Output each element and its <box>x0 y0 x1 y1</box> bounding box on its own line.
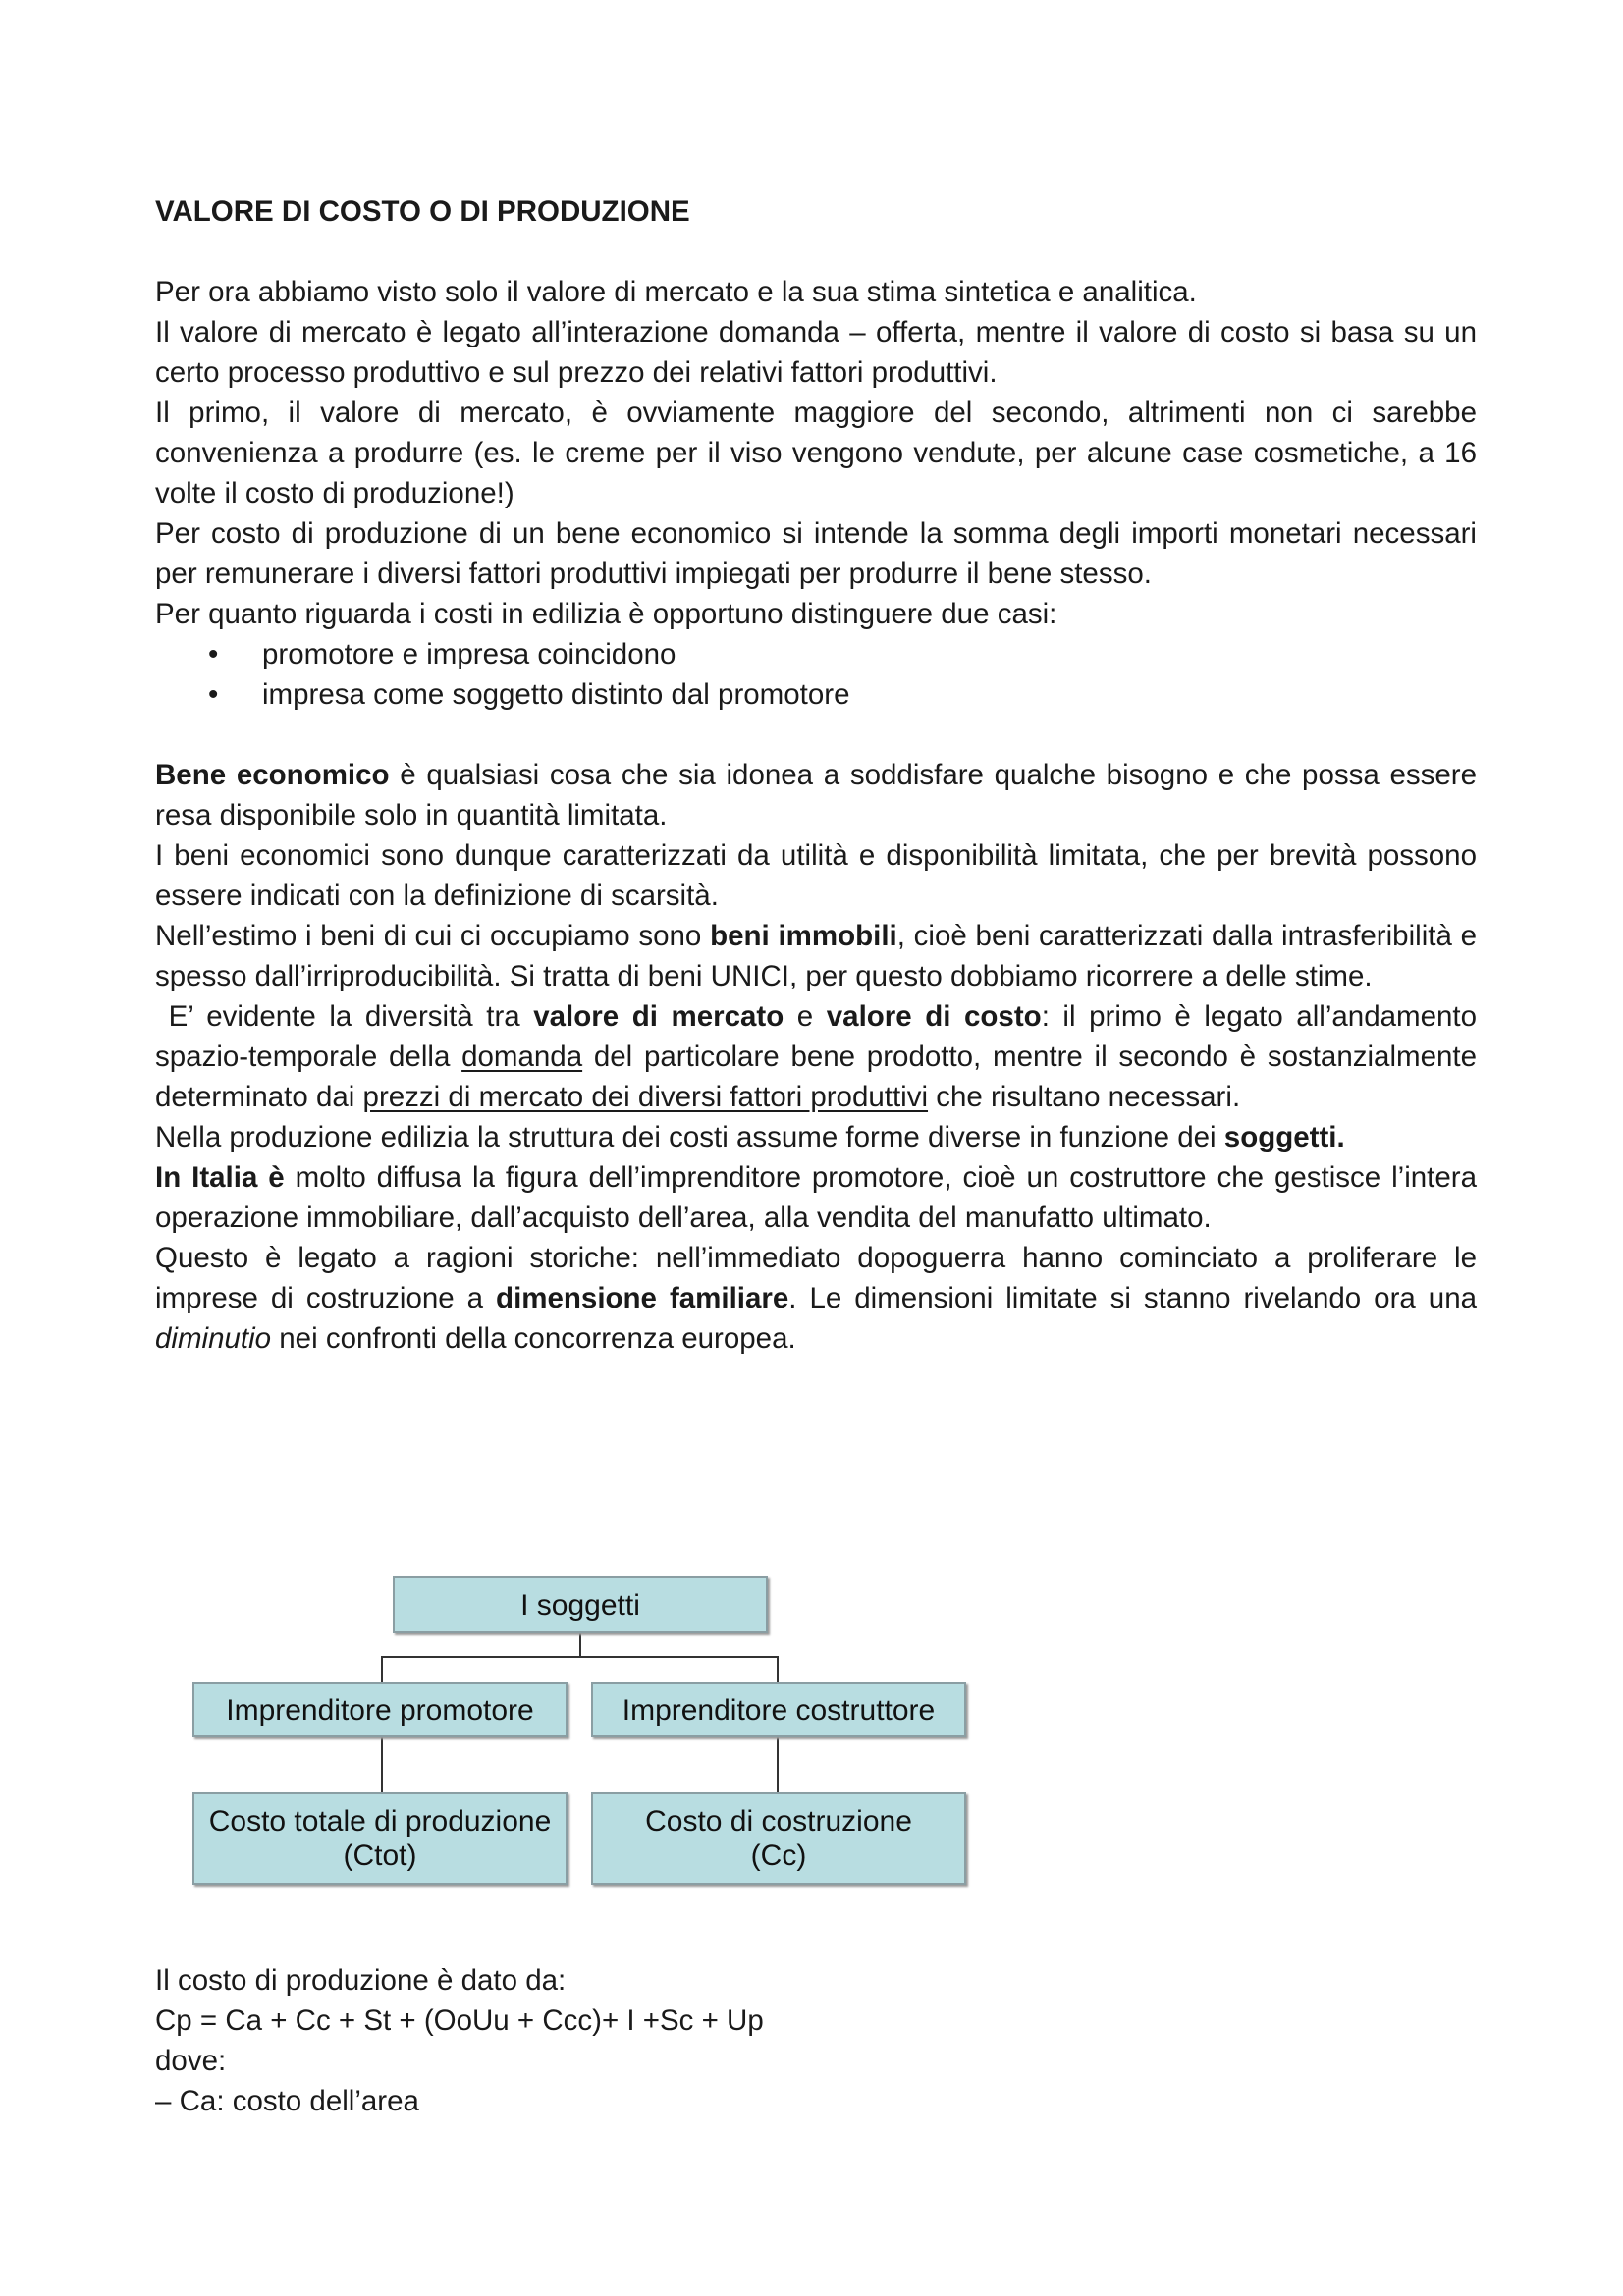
formula-dove: dove: <box>155 2045 227 2077</box>
cases-list <box>155 634 1477 715</box>
paragraph-cost-definition: Per costo di produzione di un bene economico si intende la somma degli importi monetari necessari per remunerare i diversi fattori produttivi impiegati per produrre il bene stesso. <box>155 517 1477 590</box>
page-title: VALORE DI COSTO O DI PRODUZIONE <box>155 195 690 228</box>
text-run: : il primo è legato all’andamento spazio-temporale della <box>155 1000 1486 1073</box>
formula-item: – Ca: costo dell’area <box>155 2085 419 2117</box>
paragraph-scarsita: I beni economici sono dunque caratterizzati da utilità e disponibilità limitata, che per brevità possono essere indicati con la definizione di scarsità. <box>155 839 1477 912</box>
bullet-icon: • <box>208 678 219 711</box>
text-run: E’ evidente la diversità tra <box>155 1000 534 1033</box>
text-run: che risultano necessari. <box>928 1081 1241 1113</box>
list-item-text: impresa come soggetto distinto dal promotore <box>262 678 850 711</box>
paragraph-diversita <box>155 996 1486 1117</box>
text-run: , cioè beni caratterizzati dalla intrasferibilità e spesso dall’irriproducibilità. Si tratta di beni UNICI, per questo dobbiamo ricorrere a delle stime. <box>155 920 1477 992</box>
text-run: . Le dimensioni limitate si stanno rivelando ora una <box>788 1282 1478 1314</box>
text-run: del particolare bene prodotto, mentre il secondo è sostanzialmente determinato dai <box>155 1041 1486 1113</box>
text-run: e <box>784 1000 827 1033</box>
bold-term: valore di costo <box>826 1000 1042 1033</box>
list-item-text: promotore e impresa coincidono <box>262 638 676 670</box>
soggetti-diagram <box>192 1576 968 1891</box>
italic-term: diminutio <box>155 1322 272 1355</box>
text-run: Nella produzione edilizia la struttura dei costi assume forme diverse in funzione dei <box>155 1121 1224 1153</box>
bold-term: Bene economico <box>155 759 390 791</box>
diagram-box-label: Imprenditore promotore <box>226 1693 534 1727</box>
list-item <box>155 674 1477 715</box>
document-body <box>155 191 1486 1359</box>
bold-term: valore di mercato <box>533 1000 784 1033</box>
underlined-term: domanda <box>461 1041 583 1073</box>
text-run: nei confronti della concorrenza europea. <box>271 1322 796 1355</box>
paragraph-market-vs-cost: Il valore di mercato è legato all’interazione domanda – offerta, mentre il valore di costo si basa su un certo processo produttivo e sul prezzo dei relativi fattori produttivi. <box>155 316 1477 389</box>
connector-left-mid-bottom <box>381 1737 383 1792</box>
paragraph-first-greater: Il primo, il valore di mercato, è ovviamente maggiore del secondo, altrimenti non ci sarebbe convenienza a produrre (es. le creme per il viso vengono vendute, per alcune case cosmetiche, a 16 volte il costo di produzione!) <box>155 397 1477 509</box>
connector-left-down <box>381 1656 383 1683</box>
diagram-box-costo-totale <box>192 1792 568 1885</box>
underlined-term: prezzi di mercato dei diversi fattori produttivi <box>362 1081 929 1113</box>
connector-root-down <box>579 1633 581 1657</box>
formula-intro: Il costo di produzione è dato da: <box>155 1964 567 1997</box>
paragraph-beni-immobili <box>155 916 1477 996</box>
connector-horizontal <box>381 1656 779 1658</box>
connector-right-mid-bottom <box>777 1737 779 1792</box>
connector-right-down <box>777 1656 779 1683</box>
paragraph-soggetti <box>155 1117 1477 1157</box>
text-run: è qualsiasi cosa che sia idonea a soddisfare qualche bisogno e che possa essere resa disponibile solo in quantità limitata. <box>155 759 1478 831</box>
formula-section <box>155 1960 764 2121</box>
text-run: Nell’estimo i beni di cui ci occupiamo sono <box>155 920 711 952</box>
bold-term: dimensione familiare <box>496 1282 789 1314</box>
diagram-box-label: (Ctot) <box>343 1840 417 1872</box>
paragraph-italia <box>155 1157 1477 1238</box>
bold-term: In Italia è <box>155 1161 285 1194</box>
diagram-box-imprenditore-promotore <box>192 1682 568 1737</box>
paragraph-intro: Per ora abbiamo visto solo il valore di mercato e la sua stima sintetica e analitica. <box>155 276 1197 308</box>
paragraph-bene-economico <box>155 755 1477 835</box>
diagram-box-root <box>393 1576 768 1633</box>
bullet-icon: • <box>208 638 219 670</box>
diagram-box-label: Imprenditore costruttore <box>622 1693 936 1727</box>
diagram-box-label: I soggetti <box>520 1588 640 1622</box>
text-run: molto diffusa la figura dell’imprenditore promotore, cioè un costruttore che gestisce l’intera operazione immobiliare, dall’acquisto dell’area, alla vendita del manufatto ultimato. <box>155 1161 1477 1234</box>
paragraph-ragioni-storiche <box>155 1238 1477 1359</box>
formula-equation: Cp = Ca + Cc + St + (OoUu + Ccc)+ I +Sc + Up <box>155 2004 764 2037</box>
paragraph-two-cases: Per quanto riguarda i costi in edilizia è opportuno distinguere due casi: <box>155 598 1057 630</box>
diagram-box-imprenditore-costruttore <box>591 1682 966 1737</box>
bold-term: soggetti. <box>1223 1121 1345 1153</box>
text-run: Questo è legato a ragioni storiche: nell’immediato dopoguerra hanno cominciato a proliferare le imprese di costruzione a <box>155 1242 1477 1314</box>
diagram-box-label: Costo di costruzione <box>645 1805 912 1838</box>
diagram-box-costo-costruzione <box>591 1792 966 1885</box>
diagram-box-label: (Cc) <box>750 1840 807 1872</box>
bold-term: beni immobili <box>710 920 897 952</box>
diagram-box-label: Costo totale di produzione <box>208 1805 552 1838</box>
spacer <box>155 715 1477 755</box>
list-item <box>155 634 1477 674</box>
